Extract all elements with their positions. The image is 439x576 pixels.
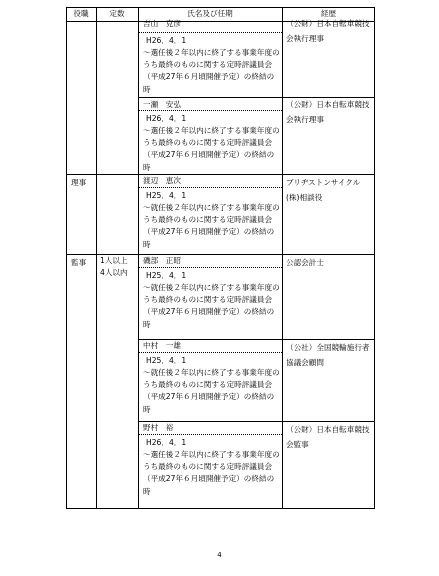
entry-term-desc: ～就任後２年以内に終了する事業年度のうち最終のものに関する定時評議員会（平成27年６月頃開催予定）の終結の時 — [143, 368, 280, 414]
table-border-bottom — [66, 508, 375, 509]
entry-term-desc: ～就任後２年以内に終了する事業年度のうち最終のものに関する定時評議員会（平成27年６月頃開催予定）の終結の時 — [143, 283, 280, 329]
entry-term-desc: ～選任後２年以内に終了する事業年度のうち最終のものに関する定時評議員会（平成27年６月頃開催予定）の終結の時 — [143, 48, 280, 94]
entry-term-start: H26．4．1 — [146, 438, 187, 447]
entry-term-start: H25．4．1 — [146, 271, 187, 280]
entry-term-desc: ～選任後２年以内に終了する事業年度のうち最終のものに関する定時評議員会（平成27年６月頃開催予定）の終結の時 — [143, 450, 280, 496]
entry-term-start: H25．4．1 — [146, 356, 187, 365]
entry-career: （公財）日本自転車競技会執行理事 — [286, 19, 370, 43]
entry-term-start: H26．4．1 — [146, 114, 187, 123]
entry-term-desc: ～就任後２年以内に終了する事業年度のうち最終のものに関する定時評議員会（平成27年６月頃開催予定）の終結の時 — [143, 203, 280, 249]
column-divider — [282, 7, 283, 509]
entry-career: （公財）日本自転車競技会監事 — [286, 425, 370, 449]
entry-term-start: H26．4．1 — [146, 36, 187, 45]
page-number: 4 — [217, 551, 222, 559]
entry-name: 一瀬 安弘 — [143, 100, 181, 109]
entry-career: ブリヂストンサイクル(株)相談役 — [286, 178, 361, 202]
entry-name: 吉山 克彦 — [143, 19, 181, 28]
role-auditor: 監事 — [71, 258, 87, 267]
role-director: 理事 — [71, 178, 87, 187]
table-border-right — [374, 7, 375, 509]
entry-name: 磯部 正昭 — [143, 256, 181, 265]
header-role: 役職 — [73, 9, 89, 18]
header-name-term: 氏名及び任期 — [187, 9, 233, 18]
entry-name: 渡辺 恵次 — [143, 176, 181, 185]
entry-career: （公財）日本自転車競技会執行理事 — [286, 100, 370, 124]
entry-career: 公認会計士 — [286, 258, 324, 267]
quota-auditor: 1人以上 4人以内 — [100, 256, 128, 277]
entry-term-desc: ～選任後２年以内に終了する事業年度のうち最終のものに関する定時評議員会（平成27年６月頃開催予定）の終結の時 — [143, 126, 280, 172]
header-quota: 定数 — [109, 9, 125, 18]
column-divider — [96, 7, 97, 509]
header-career: 経歴 — [320, 9, 337, 18]
entry-name: 野村 裕 — [143, 423, 174, 432]
entry-term-start: H25．4．1 — [146, 191, 187, 200]
entry-name: 中村 一雄 — [143, 341, 181, 350]
table-border-left — [66, 7, 67, 509]
entry-career: （公社）全国競輪施行者協議会顧問 — [286, 343, 370, 367]
